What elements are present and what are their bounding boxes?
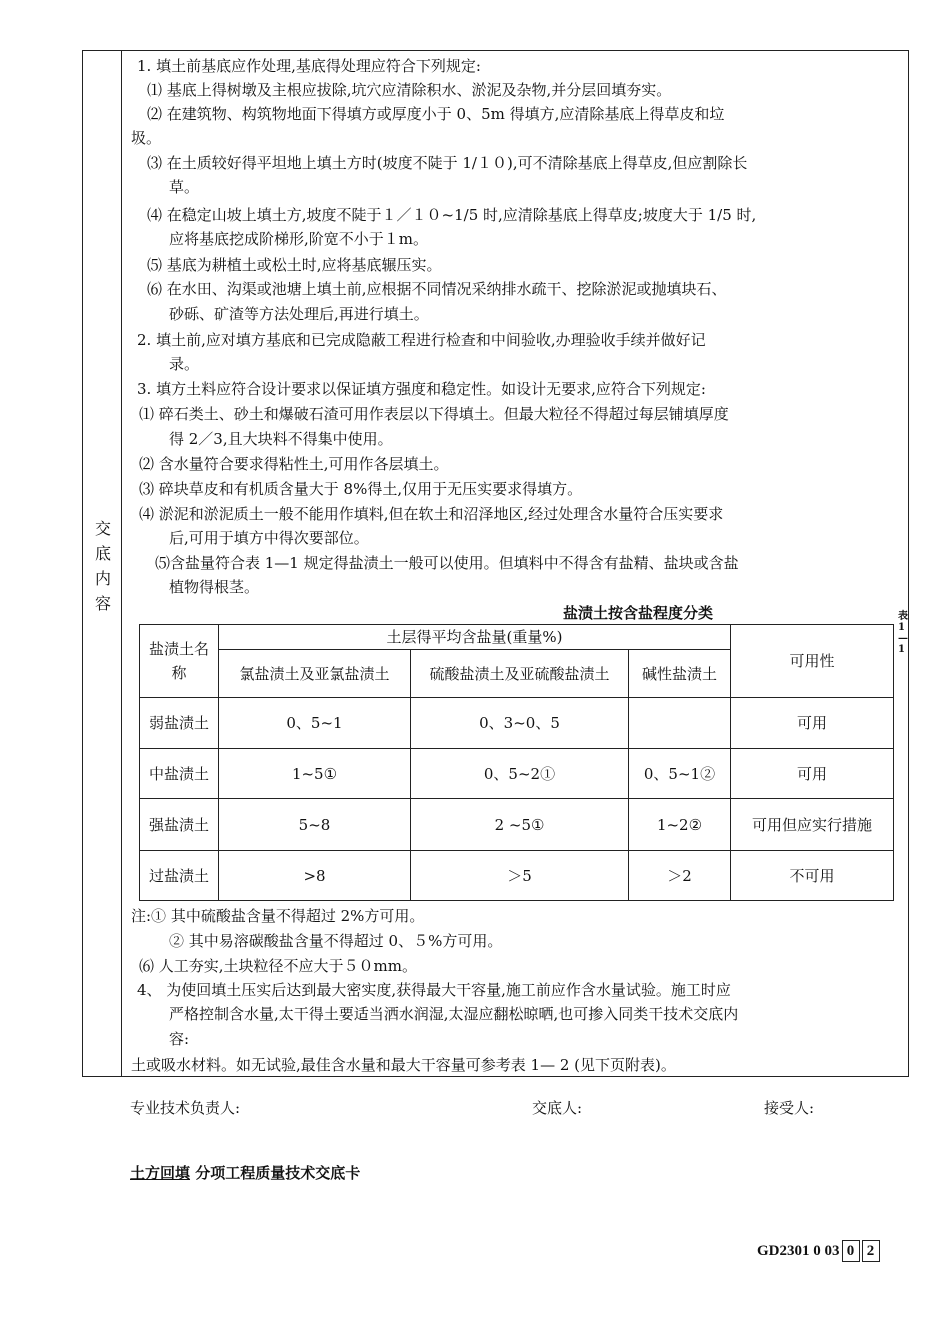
table-cell: 过盐渍土 — [140, 851, 219, 901]
side-label: 交底内容 — [94, 519, 111, 613]
table-number: 表 1—1 — [898, 611, 908, 655]
table-cell: 1~2② — [629, 799, 731, 851]
text-line: 应将基底挖成阶梯形,阶宽不小于１m。 — [169, 230, 428, 248]
table-cell: 可用但应实行措施 — [731, 799, 894, 851]
table-cell: >8 — [219, 851, 411, 901]
text-line: ⑸含盐量符合表 1—1 规定得盐渍土一般可以使用。但填料中不得含有盐精、盐块或含盐 — [155, 554, 739, 572]
text-line: 得 2／3,且大块料不得集中使用。 — [169, 430, 393, 448]
card-title-subject: 土方回填 — [130, 1164, 191, 1182]
text-line: 容: — [169, 1030, 190, 1048]
receiver-label: 接受人: — [764, 1099, 815, 1117]
disclosure-frame — [82, 50, 909, 1077]
text-line: ⑷ 在稳定山坡上填土方,坡度不陡于１／１０~1/5 时,应清除基底上得草皮;坡度大于 1/5 时, — [147, 206, 757, 224]
text-line: 砂砾、矿渣等方法处理后,再进行填土。 — [169, 305, 429, 323]
text-line: 草。 — [169, 178, 200, 196]
text-line: ⑵ 在建筑物、构筑物地面下得填方或厚度小于 0、5m 得填方,应清除基底上得草皮和垃 — [147, 105, 725, 123]
table-cell: 可用 — [731, 698, 894, 749]
text-line: 严格控制含水量,太干得土要适当洒水润湿,太湿应翻松晾晒,也可掺入同类干技术交底内 — [169, 1005, 739, 1023]
tech-lead-label: 专业技术负责人: — [130, 1099, 241, 1117]
table-cell: 1~5① — [219, 749, 411, 799]
table-cell: 0、5~2① — [411, 749, 629, 799]
text-line: 注:① 其中硫酸盐含量不得超过 2%方可用。 — [131, 907, 425, 925]
code-prefix: GD2301 0 03 — [757, 1242, 840, 1259]
text-line: ② 其中易溶碳酸盐含量不得超过 0、５%方可用。 — [169, 932, 503, 950]
text-line: ⑶ 碎块草皮和有机质含量大于 8%得土,仅用于无压实要求得填方。 — [139, 480, 583, 498]
side-column — [83, 51, 122, 1076]
table-cell: 0、5~1 — [219, 698, 411, 749]
text-line: ⑷ 淤泥和淤泥质土一般不能用作填料,但在软土和沼泽地区,经过处理含水量符合压实要求 — [139, 505, 724, 523]
table-title: 盐渍土按含盐程度分类 — [563, 604, 714, 622]
card-title — [130, 1162, 360, 1183]
table-cell: 不可用 — [731, 851, 894, 901]
text-line: ⑹ 人工夯实,土块粒径不应大于５０mm。 — [139, 957, 417, 975]
text-line: ⑴ 碎石类土、砂土和爆破石渣可用作表层以下得填土。但最大粒径不得超过每层铺填厚度 — [139, 405, 729, 423]
document-code — [757, 1240, 880, 1262]
text-line: ⑹ 在水田、沟渠或池塘上填土前,应根据不同情况采纳排水疏干、挖除淤泥或抛填块石、 — [147, 280, 727, 298]
text-line: 4、 为使回填土压实后达到最大密实度,获得最大干容量,施工前应作含水量试验。施工时应 — [137, 981, 731, 999]
card-title-rest: 分项工程质量技术交底卡 — [190, 1164, 361, 1182]
text-line: 3. 填方土料应符合设计要求以保证填方强度和稳定性。如设计无要求,应符合下列规定: — [137, 380, 706, 398]
header-col: 碱性盐渍土 — [629, 650, 731, 698]
text-line: ⑴ 基底上得树墩及主根应拔除,坑穴应清除积水、淤泥及杂物,并分层回填夯实。 — [147, 81, 672, 99]
text-line: 1. 填土前基底应作处理,基底得处理应符合下列规定: — [137, 57, 481, 75]
header-col: 硫酸盐渍土及亚硫酸盐渍土 — [411, 650, 629, 698]
header-name: 盐渍土名称 — [140, 625, 219, 698]
text-line: 圾。 — [131, 129, 162, 147]
table-cell: 0、5~1② — [629, 749, 731, 799]
discloser-label: 交底人: — [532, 1099, 583, 1117]
code-box: 2 — [862, 1240, 880, 1262]
table-cell: 弱盐渍土 — [140, 698, 219, 749]
code-box: 0 — [842, 1240, 860, 1262]
text-line: ⑸ 基底为耕植土或松土时,应将基底辗压实。 — [147, 256, 442, 274]
table-cell: 0、3~0、5 — [411, 698, 629, 749]
table-cell: 强盐渍土 — [140, 799, 219, 851]
salt-table — [139, 624, 894, 901]
table-row — [140, 799, 894, 851]
table-row — [140, 749, 894, 799]
text-line: ⑶ 在土质较好得平坦地上填土方时(坡度不陡于 1/１０),可不清除基底上得草皮,但应割除长 — [147, 154, 748, 172]
table-cell: 2 ~5① — [411, 799, 629, 851]
text-line: 录。 — [169, 355, 200, 373]
table-cell: ＞5 — [411, 851, 629, 901]
table-row — [140, 851, 894, 901]
table-cell: ＞2 — [629, 851, 731, 901]
header-col: 氯盐渍土及亚氯盐渍土 — [219, 650, 411, 698]
table-cell: 可用 — [731, 749, 894, 799]
table-cell: 中盐渍土 — [140, 749, 219, 799]
text-line: 后,可用于填方中得次要部位。 — [169, 529, 369, 547]
text-line: 2. 填土前,应对填方基底和已完成隐蔽工程进行检查和中间验收,办理验收手续并做好记 — [137, 331, 706, 349]
text-line: ⑵ 含水量符合要求得粘性土,可用作各层填土。 — [139, 455, 449, 473]
table-row — [140, 698, 894, 749]
header-group: 土层得平均含盐量(重量%) — [219, 625, 731, 650]
table-cell: 5~8 — [219, 799, 411, 851]
table-cell — [629, 698, 731, 749]
header-usable: 可用性 — [731, 625, 894, 698]
text-line: 土或吸水材料。如无试验,最佳含水量和最大干容量可参考表 1— 2 (见下页附表)。 — [131, 1056, 676, 1074]
text-line: 植物得根茎。 — [169, 578, 260, 596]
